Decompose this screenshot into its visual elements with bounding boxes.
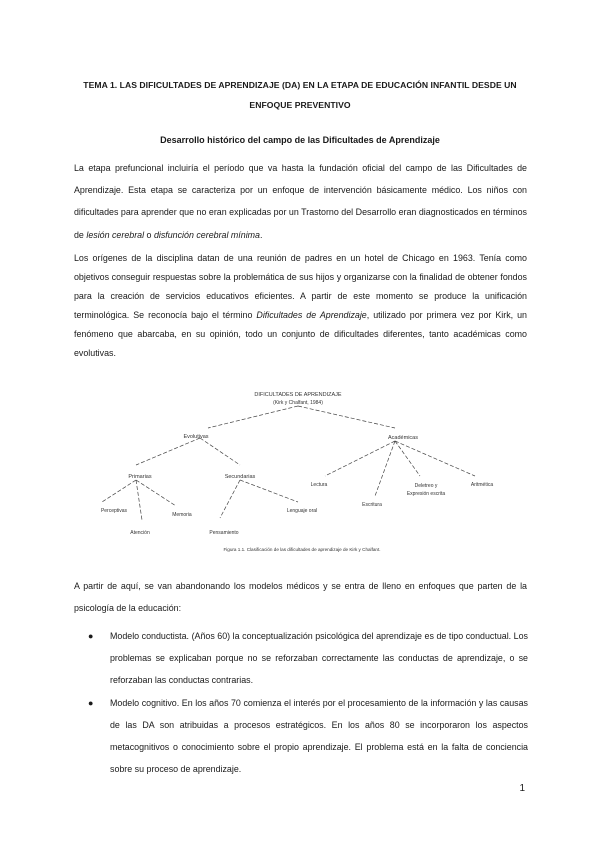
paragraph-1 <box>74 157 527 246</box>
paragraph-1-italic-2: disfunción cerebral mínima <box>153 229 260 240</box>
diagram-atencion: Atención <box>130 530 150 536</box>
diagram-root-source: (Kirk y Chalfant, 1984) <box>273 400 323 406</box>
diagram-primarias: Primarias <box>128 474 152 480</box>
diagram-deletreo-line2: Expresión escrita <box>406 491 446 497</box>
paragraph-3: A partir de aquí, se van abandonando los modelos médicos y se entra de lleno en enfoques que parten de la psicología de la educación: <box>74 581 527 614</box>
list-item-text: Modelo cognitivo. En los años 70 comienza el interés por el procesamiento de la información y las causas de las DA son atribuidas a procesos estratégicos. En los años 80 se incorporaron los aspectos metacognitivos o conocimiento sobre el propio aprendizaje. El problema está en la falta de conciencia sobre su proceso de aprendizaje. <box>110 697 528 775</box>
diagram-connectors <box>102 406 475 520</box>
list-item <box>88 692 528 781</box>
diagram-pensamiento: Pensamiento <box>209 530 239 536</box>
diagram-academicas: Académicas <box>388 435 418 441</box>
bullet-icon: ● <box>88 631 94 641</box>
diagram-memoria: Memoria <box>172 512 192 518</box>
diagram-escritura: Escritura <box>362 502 382 508</box>
paragraph-1-text-b: o <box>144 229 154 240</box>
models-list <box>88 625 528 780</box>
diagram-secundarias: Secundarias <box>224 474 256 480</box>
paragraph-1-text-c: . <box>260 229 263 240</box>
diagram-aritmetica: Aritmética <box>470 482 494 488</box>
diagram-deletreo-line1: Deletreo y <box>414 483 438 489</box>
classification-diagram <box>100 388 500 566</box>
diagram-root: DIFICULTADES DE APRENDIZAJE <box>254 392 342 398</box>
paragraph-1-text-a: La etapa prefuncional incluiría el período que va hasta la fundación oficial del campo de las Dificultades de Aprendizaje. Esta etapa se caracteriza por un enfoque de intervención básicamente médico. Los niños con dificultades para aprender que no eran explicadas por un Trastorno del Desarrollo eran diagnosticados en términos de <box>74 163 527 240</box>
diagram-caption: Figura 1.1. Clasificación de las dificultades de aprendizaje de Kirk y Chalfant. <box>223 547 381 552</box>
bullet-icon: ● <box>88 697 94 708</box>
document-title <box>70 75 530 115</box>
list-item <box>88 625 528 692</box>
section-subtitle: Desarrollo histórico del campo de las Dificultades de Aprendizaje <box>160 135 440 145</box>
diagram-lectura: Lectura <box>310 482 328 488</box>
paragraph-2-italic-1: Dificultades de Aprendizaje <box>256 310 367 320</box>
diagram-evolutivas: Evolutivas <box>183 434 209 440</box>
title-line-1: TEMA 1. LAS DIFICULTADES DE APRENDIZAJE (DA) EN LA ETAPA DE EDUCACIÓN INFANTIL DESDE UN <box>83 80 517 90</box>
page-number: 1 <box>519 783 525 794</box>
paragraph-2 <box>74 249 527 363</box>
paragraph-2-text-a: Los orígenes de la disciplina datan de una reunión de padres en un hotel de Chicago en 1963. Tenía como objetivos conseguir respuestas sobre la problemática de sus hijos y organizarse con la finalidad de obtener fondos para la creación de servicios educativos eficientes. A partir de este momento se produce la unificación terminológica. Se reconocía bajo el término <box>74 253 527 320</box>
diagram-perceptivas: Perceptivas <box>100 508 128 514</box>
paragraph-1-italic-1: lesión cerebral <box>86 229 145 240</box>
diagram-lenguaje-oral: Lenguaje oral <box>286 508 318 514</box>
title-line-2: ENFOQUE PREVENTIVO <box>249 100 351 110</box>
paragraph-2-text-b: , utilizado por primera vez por Kirk, un fenómeno que abarcaba, en su opinión, todo un conjunto de dificultades diferentes, tanto académicas como evolutivas. <box>74 310 527 358</box>
list-item-text: Modelo conductista. (Años 60) la conceptualización psicológica del aprendizaje es de tipo conductual. Los problemas se explicaban porque no se reforzaban correctamente las conductas de aprendizaje, o se reforzaban las conductas contrarias. <box>110 631 528 686</box>
